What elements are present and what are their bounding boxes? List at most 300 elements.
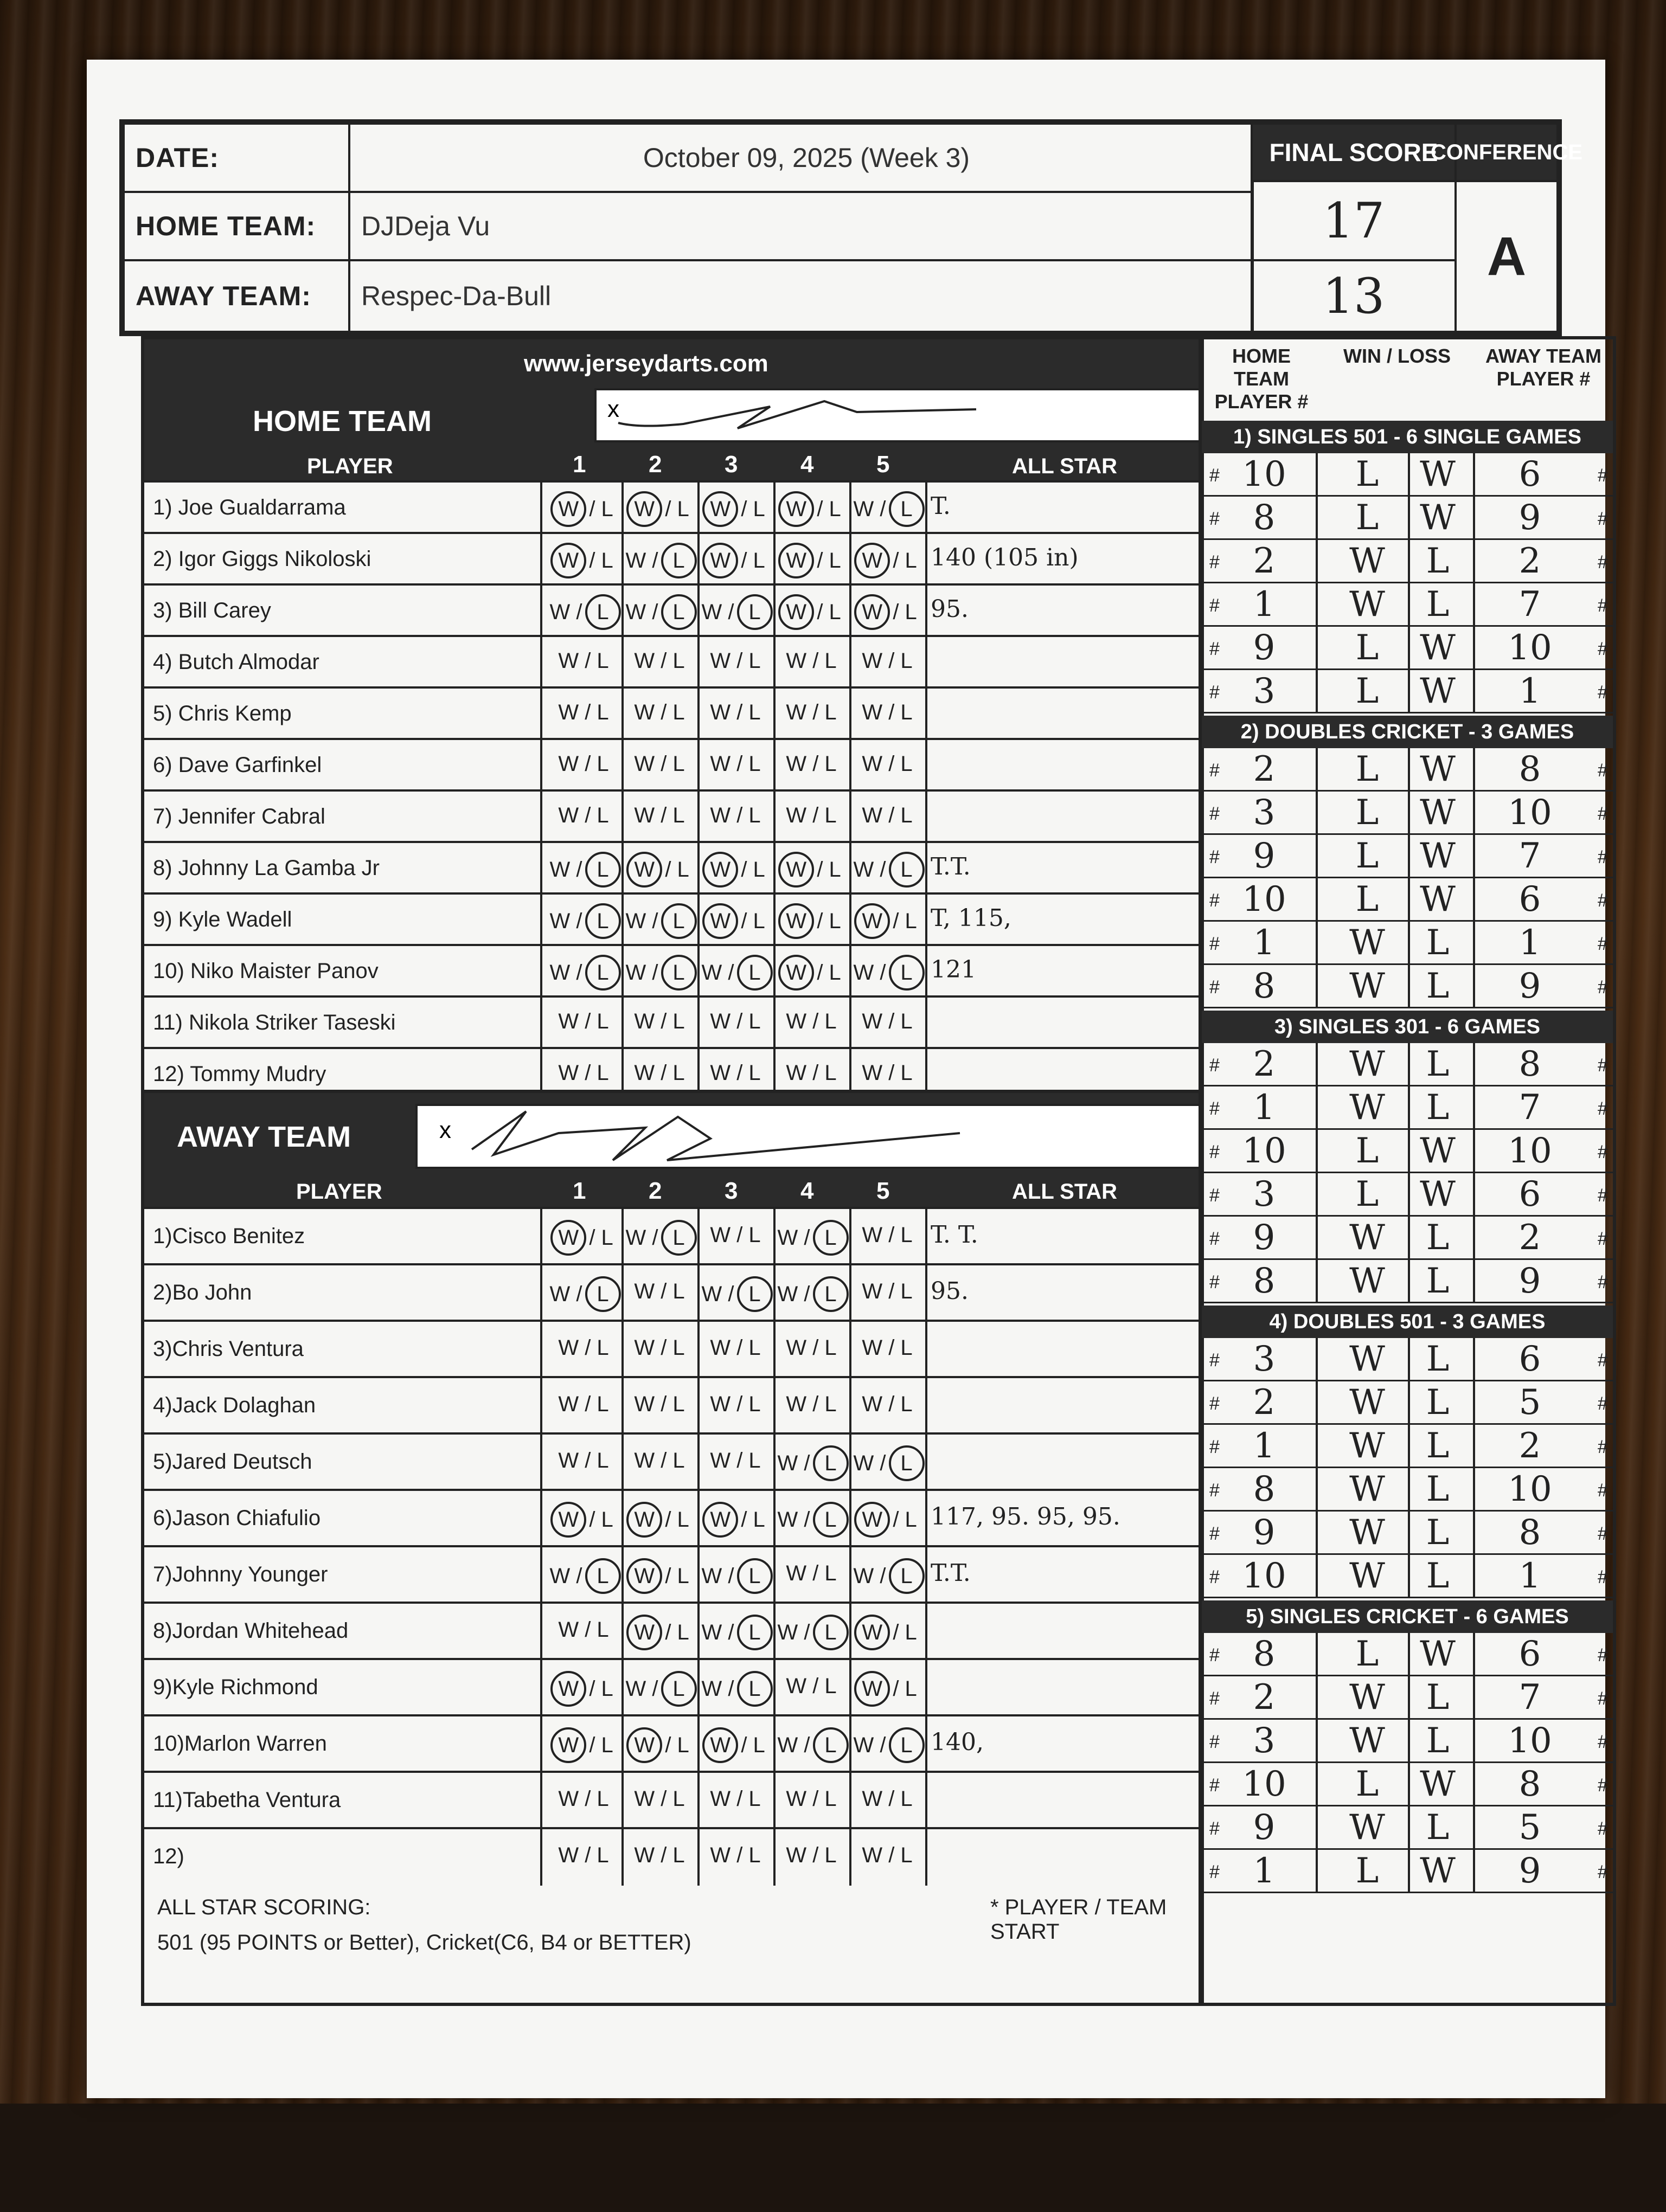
slash: /: [722, 1621, 740, 1644]
game-result-2[interactable]: [621, 1731, 697, 1760]
game-result-2[interactable]: [621, 1336, 697, 1360]
game-result-2[interactable]: [621, 1449, 697, 1473]
away-win-loss[interactable]: W: [1420, 1174, 1456, 1214]
slash: /: [646, 1677, 664, 1701]
player-row: [144, 1489, 1201, 1545]
away-player-number[interactable]: 10: [1508, 628, 1552, 668]
home-player-number[interactable]: 8: [1253, 1469, 1276, 1509]
game-result-5[interactable]: [849, 1279, 925, 1304]
game-result-1[interactable]: [546, 1618, 621, 1642]
match-result-row: [1202, 1468, 1613, 1512]
home-player-number[interactable]: 2: [1253, 1677, 1276, 1718]
game-result-5[interactable]: [849, 1561, 925, 1591]
game-result-3[interactable]: [697, 700, 773, 725]
column-divider: [1473, 1850, 1475, 1893]
column-divider: [925, 637, 927, 689]
loss-mark: L: [585, 1276, 621, 1312]
game-result-3[interactable]: [697, 1449, 773, 1473]
website-url: www.jerseydarts.com: [524, 350, 768, 377]
final-score-label: FINAL SCORE: [1269, 138, 1438, 166]
home-player-number[interactable]: 2: [1253, 749, 1276, 789]
win-mark: W: [558, 1392, 579, 1416]
game-result-4[interactable]: [773, 803, 849, 828]
game-result-3[interactable]: [697, 1787, 773, 1811]
slash: /: [579, 1392, 597, 1416]
win-mark: W: [634, 1843, 655, 1867]
game-result-5[interactable]: [849, 649, 925, 673]
away-player-number[interactable]: 1: [1518, 671, 1541, 711]
game-result-5[interactable]: [849, 1061, 925, 1085]
home-player-number[interactable]: 1: [1253, 1851, 1276, 1891]
game-result-2[interactable]: [621, 1061, 697, 1085]
home-win-loss[interactable]: L: [1355, 628, 1379, 668]
game-result-1[interactable]: [546, 649, 621, 673]
game-result-5[interactable]: [849, 546, 925, 575]
game-result-1[interactable]: [546, 803, 621, 828]
home-player-number[interactable]: 10: [1242, 879, 1286, 919]
home-player-number[interactable]: 1: [1253, 1088, 1276, 1128]
game-result-4[interactable]: [773, 700, 849, 725]
home-win-loss[interactable]: W: [1349, 1339, 1385, 1379]
game-result-1[interactable]: [546, 1061, 621, 1085]
game-result-1[interactable]: [546, 1279, 621, 1309]
game-result-1[interactable]: [546, 1449, 621, 1473]
hash-right: #: [1598, 1480, 1608, 1501]
game-result-3[interactable]: [697, 1674, 773, 1703]
away-win-loss[interactable]: W: [1420, 454, 1456, 494]
home-team-table: [141, 336, 1204, 1101]
away-win-loss[interactable]: L: [1426, 1721, 1450, 1761]
game-result-2[interactable]: [621, 1392, 697, 1417]
game-result-5[interactable]: [849, 906, 925, 936]
game-result-5[interactable]: [849, 1674, 925, 1703]
home-player-number[interactable]: 9: [1253, 1513, 1276, 1553]
game-result-3[interactable]: [697, 1279, 773, 1309]
home-signature-box[interactable]: [594, 388, 1202, 442]
home-win-loss[interactable]: W: [1349, 1469, 1385, 1509]
game-result-2[interactable]: [621, 803, 697, 828]
home-win-loss[interactable]: L: [1355, 1851, 1379, 1891]
home-win-loss[interactable]: L: [1355, 1174, 1379, 1214]
home-player-number[interactable]: 10: [1242, 454, 1286, 494]
column-divider: [1473, 540, 1475, 583]
away-player-number[interactable]: 7: [1518, 836, 1541, 876]
match-result-row: [1202, 1217, 1613, 1260]
home-player-number[interactable]: 10: [1242, 1556, 1286, 1596]
away-player-number[interactable]: 9: [1518, 1261, 1541, 1301]
home-win-loss[interactable]: W: [1349, 1677, 1385, 1718]
game-result-2[interactable]: [621, 700, 697, 725]
slash: /: [731, 1392, 749, 1416]
game-result-2[interactable]: [621, 906, 697, 936]
away-win-loss[interactable]: L: [1426, 1513, 1450, 1553]
home-win-loss[interactable]: L: [1355, 836, 1379, 876]
game-result-3[interactable]: [697, 597, 773, 627]
game-result-5[interactable]: [849, 855, 925, 884]
game-result-1[interactable]: [546, 1674, 621, 1703]
game-result-3[interactable]: [697, 1009, 773, 1034]
away-team-title: AWAY TEAM: [177, 1121, 351, 1153]
away-player-number[interactable]: 10: [1508, 1469, 1552, 1509]
game-result-3[interactable]: [697, 1336, 773, 1360]
home-win-loss[interactable]: W: [1349, 1556, 1385, 1596]
loss-mark: L: [677, 1508, 689, 1532]
game-result-1[interactable]: [546, 1009, 621, 1034]
away-player-number[interactable]: 6: [1518, 879, 1541, 919]
game-result-5[interactable]: [849, 494, 925, 524]
away-player-number[interactable]: 10: [1508, 1721, 1552, 1761]
game-result-4[interactable]: [773, 958, 849, 987]
game-result-3[interactable]: [697, 1223, 773, 1248]
home-win-loss[interactable]: W: [1349, 541, 1385, 581]
column-divider: [540, 1829, 542, 1886]
game-result-4[interactable]: [773, 1392, 849, 1417]
column-divider: [1473, 453, 1475, 497]
away-win-loss[interactable]: W: [1420, 793, 1456, 833]
game-result-5[interactable]: [849, 1392, 925, 1417]
home-win-loss[interactable]: L: [1355, 454, 1379, 494]
home-win-loss[interactable]: L: [1355, 793, 1379, 833]
home-win-loss[interactable]: W: [1349, 1513, 1385, 1553]
away-player-number[interactable]: 2: [1518, 1218, 1541, 1258]
win-mark: W: [625, 600, 646, 624]
win-mark: W: [701, 960, 722, 985]
away-win-loss[interactable]: L: [1426, 1382, 1450, 1423]
away-win-loss[interactable]: W: [1420, 498, 1456, 538]
win-mark: W: [625, 1677, 646, 1701]
away-win-loss[interactable]: L: [1426, 966, 1450, 1006]
win-mark: W: [710, 803, 731, 827]
away-player-number[interactable]: 1: [1518, 923, 1541, 963]
game-result-5[interactable]: [849, 1843, 925, 1868]
away-win-loss[interactable]: L: [1426, 1339, 1450, 1379]
home-win-loss[interactable]: W: [1349, 1261, 1385, 1301]
game-result-5[interactable]: [849, 958, 925, 987]
home-player-number[interactable]: 8: [1253, 1634, 1276, 1674]
home-player-number[interactable]: 2: [1253, 1382, 1276, 1423]
game-result-2[interactable]: [621, 1009, 697, 1034]
away-win-loss[interactable]: L: [1426, 584, 1450, 625]
game-result-1[interactable]: [546, 700, 621, 725]
game-result-1[interactable]: [546, 1787, 621, 1811]
game-result-4[interactable]: [773, 1449, 849, 1478]
away-win-loss[interactable]: L: [1426, 1261, 1450, 1301]
game-result-4[interactable]: [773, 1009, 849, 1034]
loss-mark: L: [748, 1449, 761, 1472]
game-result-5[interactable]: [849, 1618, 925, 1647]
game-result-1[interactable]: [546, 1561, 621, 1591]
away-player-number[interactable]: 9: [1518, 966, 1541, 1006]
game-result-2[interactable]: [621, 1561, 697, 1591]
game-result-2[interactable]: [621, 1674, 697, 1703]
game-result-3[interactable]: [697, 803, 773, 828]
game-result-4[interactable]: [773, 752, 849, 776]
game-result-2[interactable]: [621, 752, 697, 776]
game-result-1[interactable]: [546, 546, 621, 575]
player-name: 10)Marlon Warren: [153, 1732, 327, 1756]
win-mark: W: [786, 1060, 807, 1085]
slash: /: [806, 751, 825, 776]
game-result-4[interactable]: [773, 1674, 849, 1699]
home-player-number[interactable]: 3: [1253, 671, 1276, 711]
game-result-3[interactable]: [697, 546, 773, 575]
game-result-4[interactable]: [773, 546, 849, 575]
game-result-4[interactable]: [773, 1336, 849, 1360]
away-win-loss[interactable]: L: [1426, 1044, 1450, 1084]
game-result-3[interactable]: [697, 1561, 773, 1591]
column-divider: [1316, 1850, 1318, 1893]
home-win-loss[interactable]: W: [1349, 1088, 1385, 1128]
loss-mark: L: [737, 1671, 773, 1707]
home-win-loss[interactable]: W: [1349, 1044, 1385, 1084]
game-result-1[interactable]: [546, 1392, 621, 1417]
away-win-loss[interactable]: W: [1420, 671, 1456, 711]
game-result-5[interactable]: [849, 1787, 925, 1811]
home-player-number[interactable]: 1: [1253, 1426, 1276, 1466]
game-result-4[interactable]: [773, 1223, 849, 1252]
away-player-number[interactable]: 8: [1518, 1513, 1541, 1553]
game-result-4[interactable]: [773, 855, 849, 884]
game-result-4[interactable]: [773, 1561, 849, 1586]
game-result-1[interactable]: [546, 1505, 621, 1534]
home-player-number[interactable]: 9: [1253, 628, 1276, 668]
away-win-loss[interactable]: W: [1420, 1851, 1456, 1891]
win-mark: W: [634, 648, 655, 673]
home-win-loss[interactable]: L: [1355, 671, 1379, 711]
game-result-1[interactable]: [546, 855, 621, 884]
home-win-loss[interactable]: L: [1355, 1131, 1379, 1171]
game-result-2[interactable]: [621, 1279, 697, 1304]
game-result-4[interactable]: [773, 1618, 849, 1647]
game-result-1[interactable]: [546, 1223, 621, 1252]
home-win-loss[interactable]: W: [1349, 1382, 1385, 1423]
home-win-loss[interactable]: W: [1349, 584, 1385, 625]
game-result-2[interactable]: [621, 1223, 697, 1252]
home-win-loss[interactable]: L: [1355, 498, 1379, 538]
away-win-loss[interactable]: L: [1426, 1677, 1450, 1718]
game-result-5[interactable]: [849, 752, 925, 776]
away-player-number[interactable]: 1: [1518, 1556, 1541, 1596]
game-result-5[interactable]: [849, 803, 925, 828]
game-result-4[interactable]: [773, 1843, 849, 1868]
game-result-5[interactable]: [849, 597, 925, 627]
game-result-3[interactable]: [697, 906, 773, 936]
hash-right: #: [1598, 1142, 1608, 1162]
home-player-number[interactable]: 10: [1242, 1131, 1286, 1171]
away-player-number[interactable]: 9: [1518, 498, 1541, 538]
home-win-loss[interactable]: W: [1349, 1808, 1385, 1848]
home-player-number[interactable]: 3: [1253, 1339, 1276, 1379]
slash: /: [874, 1564, 892, 1588]
win-mark: W: [558, 1843, 579, 1867]
home-win-loss[interactable]: L: [1355, 1634, 1379, 1674]
away-win-loss[interactable]: L: [1426, 1088, 1450, 1128]
win-mark: W: [710, 1223, 731, 1247]
game-result-2[interactable]: [621, 1843, 697, 1868]
loss-mark: L: [813, 1220, 849, 1256]
column-divider: [1473, 1338, 1475, 1381]
game-result-2[interactable]: [621, 1618, 697, 1647]
away-signature-box[interactable]: [415, 1104, 1202, 1169]
away-player-number[interactable]: 8: [1518, 749, 1541, 789]
away-player-number[interactable]: 10: [1508, 1131, 1552, 1171]
game-result-5[interactable]: [849, 1009, 925, 1034]
game-result-5[interactable]: [849, 1223, 925, 1248]
away-win-loss[interactable]: L: [1426, 1426, 1450, 1466]
away-player-number[interactable]: 8: [1518, 1044, 1541, 1084]
home-player-number[interactable]: 8: [1253, 498, 1276, 538]
away-player-number[interactable]: 6: [1518, 1174, 1541, 1214]
win-mark: W: [854, 903, 890, 939]
game-result-2[interactable]: [621, 958, 697, 987]
game-col-header-4: 4: [800, 451, 814, 478]
home-win-loss[interactable]: W: [1349, 1721, 1385, 1761]
game-result-4[interactable]: [773, 1279, 849, 1309]
home-player-number[interactable]: 9: [1253, 1218, 1276, 1258]
away-win-loss[interactable]: L: [1426, 1469, 1450, 1509]
away-player-number[interactable]: 10: [1508, 793, 1552, 833]
home-player-number[interactable]: 2: [1253, 1044, 1276, 1084]
home-player-number[interactable]: 2: [1253, 541, 1276, 581]
win-mark: W: [862, 1392, 883, 1416]
game-result-2[interactable]: [621, 1505, 697, 1534]
home-win-loss[interactable]: L: [1355, 1764, 1379, 1804]
win-mark: W: [778, 594, 814, 630]
slash: /: [811, 497, 829, 521]
away-win-loss[interactable]: W: [1420, 749, 1456, 789]
home-player-number[interactable]: 10: [1242, 1764, 1286, 1804]
game-result-5[interactable]: [849, 1731, 925, 1760]
home-win-loss[interactable]: W: [1349, 923, 1385, 963]
game-result-5[interactable]: [849, 1336, 925, 1360]
home-player-number[interactable]: 8: [1253, 1261, 1276, 1301]
game-result-3[interactable]: [697, 1061, 773, 1085]
win-mark: W: [710, 1843, 731, 1867]
game-result-2[interactable]: [621, 597, 697, 627]
column-divider: [925, 1604, 927, 1660]
game-result-1[interactable]: [546, 597, 621, 627]
away-win-loss[interactable]: W: [1420, 836, 1456, 876]
game-result-1[interactable]: [546, 906, 621, 936]
game-result-5[interactable]: [849, 1449, 925, 1478]
away-player-number[interactable]: 6: [1518, 454, 1541, 494]
away-player-number[interactable]: 5: [1518, 1808, 1541, 1848]
home-player-number[interactable]: 3: [1253, 1721, 1276, 1761]
slash: /: [655, 1449, 673, 1472]
away-win-loss[interactable]: W: [1420, 879, 1456, 919]
column-divider: [1473, 878, 1475, 922]
game-result-1[interactable]: [546, 494, 621, 524]
game-result-2[interactable]: [621, 494, 697, 524]
away-win-loss[interactable]: L: [1426, 1808, 1450, 1848]
game-result-3[interactable]: [697, 1618, 773, 1647]
game-result-5[interactable]: [849, 1505, 925, 1534]
game-result-1[interactable]: [546, 958, 621, 987]
column-divider: [925, 586, 927, 637]
away-player-number[interactable]: 6: [1518, 1634, 1541, 1674]
game-result-3[interactable]: [697, 649, 773, 673]
game-result-3[interactable]: [697, 1731, 773, 1760]
away-player-number[interactable]: 2: [1518, 1426, 1541, 1466]
away-win-loss[interactable]: L: [1426, 541, 1450, 581]
game-result-2[interactable]: [621, 855, 697, 884]
away-win-loss[interactable]: W: [1420, 628, 1456, 668]
game-result-3[interactable]: [697, 494, 773, 524]
hash-left: #: [1209, 1055, 1220, 1076]
away-win-loss[interactable]: W: [1420, 1764, 1456, 1804]
home-player-number[interactable]: 8: [1253, 966, 1276, 1006]
home-player-number[interactable]: 1: [1253, 584, 1276, 625]
game-result-4[interactable]: [773, 649, 849, 673]
home-win-loss[interactable]: W: [1349, 1218, 1385, 1258]
game-result-4[interactable]: [773, 1787, 849, 1811]
away-win-loss[interactable]: L: [1426, 923, 1450, 963]
home-win-loss[interactable]: L: [1355, 749, 1379, 789]
game-result-4[interactable]: [773, 1061, 849, 1085]
game-result-3[interactable]: [697, 1392, 773, 1417]
away-player-number[interactable]: 2: [1518, 541, 1541, 581]
away-player-number[interactable]: 5: [1518, 1382, 1541, 1423]
game-result-2[interactable]: [621, 1787, 697, 1811]
hash-left: #: [1209, 1272, 1220, 1293]
away-player-number[interactable]: 7: [1518, 1677, 1541, 1718]
game-col-header-1: 1: [573, 451, 586, 478]
game-result-2[interactable]: [621, 649, 697, 673]
home-win-loss[interactable]: W: [1349, 1426, 1385, 1466]
slash: /: [882, 1060, 901, 1085]
game-result-4[interactable]: [773, 494, 849, 524]
game-result-1[interactable]: [546, 1843, 621, 1868]
home-player-number[interactable]: 3: [1253, 1174, 1276, 1214]
loss-mark: L: [601, 1733, 613, 1757]
slash: /: [874, 857, 892, 882]
game-result-4[interactable]: [773, 906, 849, 936]
game-result-3[interactable]: [697, 958, 773, 987]
game-result-1[interactable]: [546, 1336, 621, 1360]
home-win-loss[interactable]: W: [1349, 966, 1385, 1006]
game-result-3[interactable]: [697, 1505, 773, 1534]
away-win-loss[interactable]: W: [1420, 1634, 1456, 1674]
slash: /: [722, 600, 740, 624]
home-player-number[interactable]: 9: [1253, 1808, 1276, 1848]
game-result-4[interactable]: [773, 597, 849, 627]
away-player-number[interactable]: 7: [1518, 1088, 1541, 1128]
game-result-1[interactable]: [546, 752, 621, 776]
game-result-4[interactable]: [773, 1731, 849, 1760]
game-result-4[interactable]: [773, 1505, 849, 1534]
home-player-number[interactable]: 1: [1253, 923, 1276, 963]
game-result-2[interactable]: [621, 546, 697, 575]
away-player-number[interactable]: 7: [1518, 584, 1541, 625]
away-player-number[interactable]: 6: [1518, 1339, 1541, 1379]
away-win-loss[interactable]: W: [1420, 1131, 1456, 1171]
allstar-entry: 140 (105 in): [931, 543, 1079, 571]
away-player-number[interactable]: 8: [1518, 1764, 1541, 1804]
slash: /: [655, 803, 673, 827]
away-win-loss[interactable]: L: [1426, 1218, 1450, 1258]
game-result-3[interactable]: [697, 855, 773, 884]
game-result-3[interactable]: [697, 1843, 773, 1868]
game-result-3[interactable]: [697, 752, 773, 776]
game-result-1[interactable]: [546, 1731, 621, 1760]
away-win-loss[interactable]: L: [1426, 1556, 1450, 1596]
away-player-number[interactable]: 9: [1518, 1851, 1541, 1891]
home-player-number[interactable]: 9: [1253, 836, 1276, 876]
hash-left: #: [1209, 1523, 1220, 1544]
home-player-number[interactable]: 3: [1253, 793, 1276, 833]
home-win-loss[interactable]: L: [1355, 879, 1379, 919]
game-result-5[interactable]: [849, 700, 925, 725]
